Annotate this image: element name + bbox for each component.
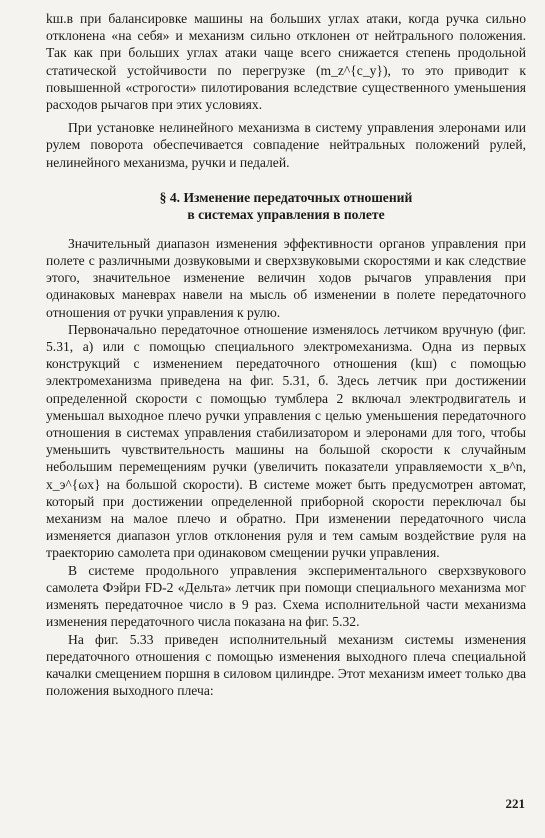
section-heading-line-2: в системах управления в полете [187, 206, 385, 222]
page-body [46, 10, 526, 699]
paragraph-6: На фиг. 5.33 приведен исполнительный механизм системы изменения передаточного отношения с помощью изменения выходного плеча специальной качалки смещением поршня в силовом цилиндре. Этот механизм имеет только два положения выходного плеча: [46, 631, 526, 699]
section-heading-line-1: § 4. Изменение передаточных отношений [159, 189, 413, 205]
paragraph-4: Первоначально передаточное отношение изменялось летчиком вручную (фиг. 5.31, а) или с помощью специального электромеханизма. Одна из первых конструкций с изменением передаточного отношения (kш) с помощью электромеханизма приведена на фиг. 5.31, б. Здесь летчик при достижении определенной скорости с помощью тумблера 2 включал электродвигатель и уменьшал выходное плечо ручки управления с целью уменьшения передаточного отношения в системах управления стабилизатором и элеронами для того, чтобы уменьшить чувствительность машины на большой скорости к случайным небольшим перемещениям ручки (увеличить показатели управляемости x_в^n, x_э^{ωx} на большой скорости). В системе может быть предусмотрен автомат, который при достижении определенной приборной скорости переключал бы механизм на малое плечо и обратно. При изменении передаточного числа изменяется диапазон углов отклонения руля и тем самым воздействие руля на траекторию самолета при одинаковом смещении ручки управления. [46, 321, 526, 561]
section-heading [46, 189, 526, 223]
paragraph-2: При установке нелинейного механизма в систему управления элеронами или рулем поворота обеспечивается совпадение нейтральных положений рулей, нелинейного механизма, ручки и педалей. [46, 120, 526, 170]
paragraph-1: kш.в при балансировке машины на больших углах атаки, когда ручка сильно отклонена «на себя» и механизм сильно отклонен от нейтрального положения. Так как при больших углах атаки чаще всего снижается степень продольной статической устойчивости по перегрузке (m_z^{c_y}), то это приводит к повышенной «строгости» пилотирования вследствие существенного уменьшения расходов рычагов при этих условиях. [46, 11, 526, 113]
paragraph-5: В системе продольного управления экспериментального сверхзвукового самолета Фэйри FD-2 «Дельта» летчик при помощи специального механизма мог изменять передаточное число в 9 раз. Схема исполнительной части механизма изменения передаточного числа показана на фиг. 5.32. [46, 562, 526, 630]
page-number: 221 [505, 796, 525, 811]
paragraph-3: Значительный диапазон изменения эффективности органов управления при полете с различными дозвуковыми и сверхзвуковыми скоростями и как следствие этого, значительное изменение величин ходов рычагов управления при одинаковых маневрах навели на мысль об изменении в полете передаточного отношения от ручки управления к рулю. [46, 235, 526, 320]
